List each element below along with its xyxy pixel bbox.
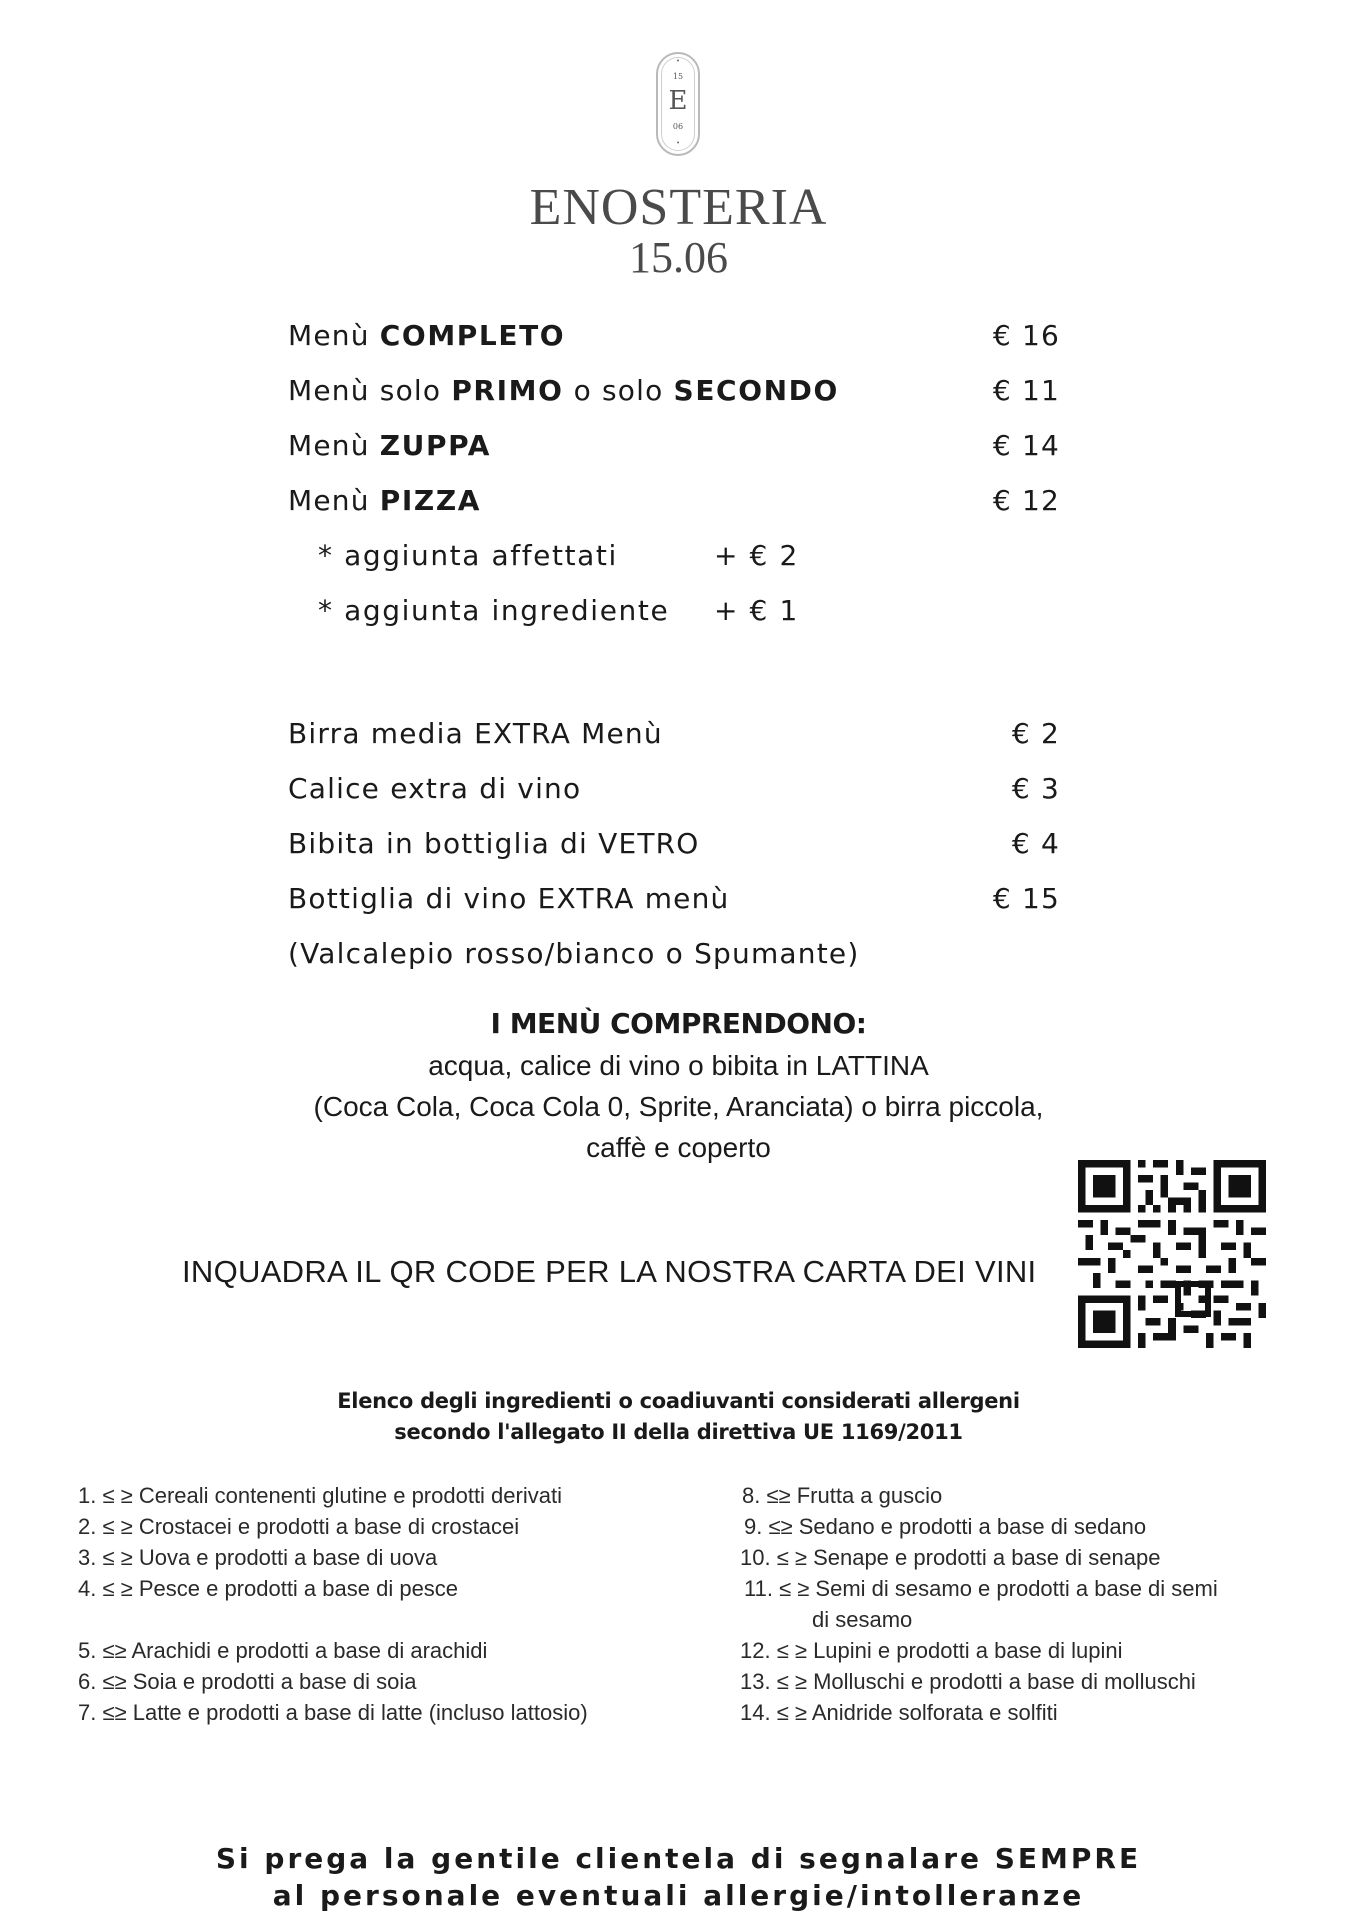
includes-line: acqua, calice di vino o bibita in LATTINA — [428, 1050, 929, 1081]
pizza-extra-affettati: * aggiunta affettati + € 2 — [318, 539, 799, 572]
includes-line: (Coca Cola, Coca Cola 0, Sprite, Aranciata) o birra piccola, — [313, 1091, 1044, 1122]
includes-line: caffè e coperto — [586, 1132, 771, 1163]
menu-row-completo: Menù COMPLETO € 16 — [288, 316, 1060, 356]
logo-badge-bottom: 06 — [672, 122, 684, 131]
allergen-item: 7. ≤≥ Latte e prodotti a base di latte (incluso lattosio) — [78, 1700, 588, 1725]
drink-row: Bottiglia di vino EXTRA menù € 15 — [288, 882, 1060, 915]
allergen-item: 13. ≤ ≥ Molluschi e prodotti a base di molluschi — [740, 1669, 1196, 1694]
allergen-item: 1. ≤ ≥ Cereali contenenti glutine e prodotti derivati — [78, 1483, 562, 1508]
allergen-item-continuation: di sesamo — [812, 1607, 913, 1632]
footer-notice-line: al personale eventuali allergie/intolleranze — [272, 1879, 1085, 1912]
allergen-item: 2. ≤ ≥ Crostacei e prodotti a base di crostacei — [78, 1514, 520, 1539]
wine-note: (Valcalepio rosso/bianco o Spumante) — [288, 937, 860, 970]
menu-row-primo-secondo: Menù solo PRIMO o solo SECONDO € 11 — [288, 371, 1060, 411]
brand-year: 15.06 — [629, 233, 728, 282]
allergen-item: 8. ≤≥ Frutta a guscio — [742, 1483, 943, 1508]
allergen-item: 14. ≤ ≥ Anidride solforata e solfiti — [740, 1700, 1058, 1725]
menu-row-zuppa: Menù ZUPPA € 14 — [288, 426, 1060, 466]
logo-badge: • 15 E 06 • — [656, 52, 700, 156]
menu-price: € 12 — [992, 484, 1060, 517]
menu-price: € 16 — [992, 319, 1060, 352]
allergens-title-line: secondo l'allegato II della direttiva UE 1169/2011 — [394, 1420, 963, 1444]
pizza-extra-ingrediente: * aggiunta ingrediente + € 1 — [318, 594, 799, 627]
allergen-item: 6. ≤≥ Soia e prodotti a base di soia — [78, 1669, 417, 1694]
allergen-item: 11. ≤ ≥ Semi di sesamo e prodotti a base di semi — [744, 1576, 1218, 1601]
allergen-item: 10. ≤ ≥ Senape e prodotti a base di senape — [740, 1545, 1161, 1570]
allergen-item: 3. ≤ ≥ Uova e prodotti a base di uova — [78, 1545, 438, 1570]
drink-row: Calice extra di vino € 3 — [288, 772, 1060, 805]
drink-row: Bibita in bottiglia di VETRO € 4 — [288, 827, 1060, 860]
allergens-list-left — [78, 1480, 698, 1725]
wine-list-qr-code[interactable] — [1078, 1160, 1266, 1348]
allergens-title-line: Elenco degli ingredienti o coadiuvanti considerati allergeni — [337, 1389, 1020, 1413]
menu-price: € 11 — [992, 374, 1060, 407]
allergen-item: 4. ≤ ≥ Pesce e prodotti a base di pesce — [78, 1576, 459, 1601]
allergens-list-right — [740, 1480, 1300, 1725]
allergen-item: 12. ≤ ≥ Lupini e prodotti a base di lupini — [740, 1638, 1123, 1663]
logo-badge-top: 15 — [672, 72, 684, 81]
includes-title: I MENÙ COMPRENDONO: — [490, 1007, 867, 1040]
logo-badge-letter: E — [668, 86, 688, 116]
menu-row-pizza: Menù PIZZA € 12 — [288, 481, 1060, 521]
menu-price: € 14 — [992, 429, 1060, 462]
footer-notice-line: Si prega la gentile clientela di segnalare SEMPRE — [215, 1842, 1142, 1875]
drink-row: Birra media EXTRA Menù € 2 — [288, 717, 1060, 750]
brand-name: ENOSTERIA — [529, 179, 828, 236]
allergen-item: 5. ≤≥ Arachidi e prodotti a base di arachidi — [78, 1638, 488, 1663]
qr-instruction: INQUADRA IL QR CODE PER LA NOSTRA CARTA DEI VINI — [182, 1254, 1037, 1289]
allergen-item: 9. ≤≥ Sedano e prodotti a base di sedano — [744, 1514, 1147, 1539]
